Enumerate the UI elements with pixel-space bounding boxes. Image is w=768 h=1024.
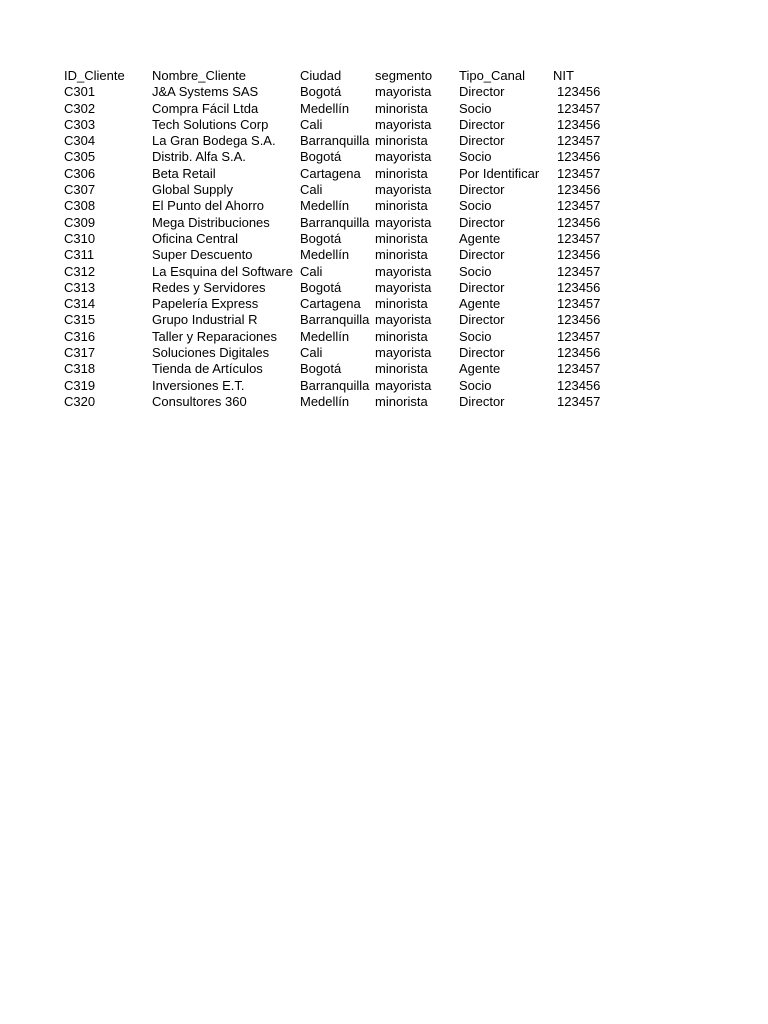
cell-nit: 123457 <box>557 296 601 312</box>
table-body <box>64 84 617 410</box>
cell-segmento: minorista <box>375 165 428 181</box>
cell-tipo-canal: Director <box>459 116 505 132</box>
cell-tipo-canal: Socio <box>459 198 492 214</box>
cell-nombre-cliente: Grupo Industrial R <box>152 312 258 328</box>
cell-nombre-cliente: Soluciones Digitales <box>152 345 270 361</box>
table-row <box>64 133 617 149</box>
cell-id-cliente: C304 <box>64 133 96 149</box>
cell-ciudad: Bogotá <box>300 279 342 295</box>
cell-ciudad: Medellín <box>300 328 350 344</box>
cell-nit: 123456 <box>557 312 601 328</box>
cell-ciudad: Cali <box>300 182 323 198</box>
cell-nombre-cliente: Beta Retail <box>152 165 216 181</box>
cell-id-cliente: C308 <box>64 198 96 214</box>
cell-id-cliente: C317 <box>64 345 96 361</box>
cell-nombre-cliente: Compra Fácil Ltda <box>152 100 259 116</box>
cell-nit: 123457 <box>557 198 601 214</box>
header-ciudad: Ciudad <box>300 68 342 83</box>
cell-ciudad: Cartagena <box>300 165 361 181</box>
table-row <box>64 166 617 182</box>
cell-id-cliente: C310 <box>64 230 96 246</box>
table-row <box>64 117 617 133</box>
cell-tipo-canal: Socio <box>459 328 492 344</box>
cell-nombre-cliente: Inversiones E.T. <box>152 377 245 393</box>
cell-id-cliente: C309 <box>64 214 96 230</box>
cell-nombre-cliente: Consultores 360 <box>152 393 247 409</box>
cell-id-cliente: C320 <box>64 393 96 409</box>
header-nombre-cliente: Nombre_Cliente <box>152 68 246 83</box>
cell-tipo-canal: Agente <box>459 230 501 246</box>
table-row <box>64 149 617 165</box>
cell-ciudad: Cali <box>300 116 323 132</box>
table-row <box>64 264 617 280</box>
cell-nombre-cliente: Taller y Reparaciones <box>152 328 278 344</box>
cell-nit: 123456 <box>557 149 601 165</box>
cell-id-cliente: C319 <box>64 377 96 393</box>
cell-nit: 123456 <box>557 247 601 263</box>
header-id-cliente: ID_Cliente <box>64 68 125 83</box>
table-row <box>64 329 617 345</box>
cell-segmento: minorista <box>375 361 428 377</box>
cell-id-cliente: C307 <box>64 182 96 198</box>
cell-ciudad: Medellín <box>300 393 350 409</box>
cell-nit: 123456 <box>557 84 601 100</box>
table-header <box>64 68 617 84</box>
cell-segmento: mayorista <box>375 182 432 198</box>
table-row <box>64 101 617 117</box>
cell-id-cliente: C312 <box>64 263 96 279</box>
cell-nombre-cliente: La Gran Bodega S.A. <box>152 133 276 149</box>
cell-nit: 123457 <box>557 230 601 246</box>
cell-tipo-canal: Director <box>459 345 505 361</box>
cell-tipo-canal: Director <box>459 279 505 295</box>
cell-ciudad: Bogotá <box>300 84 342 100</box>
cell-id-cliente: C301 <box>64 84 96 100</box>
cell-nombre-cliente: Global Supply <box>152 182 233 198</box>
header-segmento: segmento <box>375 68 433 83</box>
cell-nit: 123457 <box>557 100 601 116</box>
cell-segmento: minorista <box>375 393 428 409</box>
table-row <box>64 182 617 198</box>
cell-segmento: minorista <box>375 296 428 312</box>
cell-nombre-cliente: El Punto del Ahorro <box>152 198 265 214</box>
table-row <box>64 84 617 100</box>
cell-nombre-cliente: J&A Systems SAS <box>152 84 259 100</box>
table-row <box>64 280 617 296</box>
cell-nit: 123456 <box>557 214 601 230</box>
cell-ciudad: Cali <box>300 263 323 279</box>
header-row <box>64 68 617 84</box>
cell-tipo-canal: Agente <box>459 361 501 377</box>
cell-tipo-canal: Socio <box>459 149 492 165</box>
cell-nit: 123457 <box>557 133 601 149</box>
header-nit: NIT <box>553 68 574 83</box>
cell-ciudad: Medellín <box>300 247 350 263</box>
cell-nit: 123457 <box>557 361 601 377</box>
cell-nit: 123457 <box>557 263 601 279</box>
cell-segmento: mayorista <box>375 149 432 165</box>
cell-segmento: minorista <box>375 198 428 214</box>
cell-segmento: mayorista <box>375 214 432 230</box>
cell-ciudad: Bogotá <box>300 361 342 377</box>
cell-ciudad: Bogotá <box>300 230 342 246</box>
cell-tipo-canal: Por Identificar <box>459 165 540 181</box>
table-row <box>64 247 617 263</box>
cell-id-cliente: C318 <box>64 361 96 377</box>
cell-ciudad: Bogotá <box>300 149 342 165</box>
cell-id-cliente: C311 <box>64 247 95 263</box>
cell-ciudad: Medellín <box>300 100 350 116</box>
cell-nit: 123457 <box>557 165 601 181</box>
cell-ciudad: Barranquilla <box>300 312 370 328</box>
cell-id-cliente: C316 <box>64 328 96 344</box>
cell-segmento: mayorista <box>375 263 432 279</box>
clients-table <box>64 68 617 410</box>
table-row <box>64 231 617 247</box>
cell-nombre-cliente: Super Descuento <box>152 247 253 263</box>
cell-tipo-canal: Director <box>459 312 505 328</box>
cell-ciudad: Cali <box>300 345 323 361</box>
cell-segmento: mayorista <box>375 84 432 100</box>
cell-id-cliente: C305 <box>64 149 96 165</box>
cell-tipo-canal: Director <box>459 182 505 198</box>
cell-ciudad: Barranquilla <box>300 133 370 149</box>
cell-id-cliente: C313 <box>64 279 96 295</box>
cell-nit: 123456 <box>557 116 601 132</box>
table-row <box>64 345 617 361</box>
header-tipo-canal: Tipo_Canal <box>459 68 526 83</box>
cell-nombre-cliente: Papelería Express <box>152 296 259 312</box>
cell-ciudad: Barranquilla <box>300 377 370 393</box>
cell-nit: 123457 <box>557 328 601 344</box>
cell-nit: 123456 <box>557 279 601 295</box>
table-row <box>64 198 617 214</box>
cell-segmento: mayorista <box>375 345 432 361</box>
table-row <box>64 215 617 231</box>
table-row <box>64 296 617 312</box>
table-row <box>64 312 617 328</box>
cell-segmento: minorista <box>375 328 428 344</box>
cell-id-cliente: C306 <box>64 165 96 181</box>
cell-segmento: minorista <box>375 247 428 263</box>
cell-segmento: minorista <box>375 133 428 149</box>
cell-tipo-canal: Director <box>459 393 505 409</box>
cell-nit: 123456 <box>557 182 601 198</box>
cell-nombre-cliente: Tienda de Artículos <box>152 361 263 377</box>
spreadsheet-sheet <box>64 68 617 410</box>
cell-nombre-cliente: La Esquina del Software <box>152 263 293 279</box>
cell-segmento: mayorista <box>375 312 432 328</box>
cell-nombre-cliente: Mega Distribuciones <box>152 214 270 230</box>
cell-ciudad: Cartagena <box>300 296 361 312</box>
cell-tipo-canal: Director <box>459 247 505 263</box>
cell-ciudad: Medellín <box>300 198 350 214</box>
cell-nit: 123456 <box>557 345 601 361</box>
table-row <box>64 378 617 394</box>
table-row <box>64 394 617 410</box>
cell-tipo-canal: Socio <box>459 100 492 116</box>
cell-nit: 123457 <box>557 393 601 409</box>
cell-nombre-cliente: Redes y Servidores <box>152 279 266 295</box>
cell-nombre-cliente: Oficina Central <box>152 230 238 246</box>
cell-segmento: minorista <box>375 100 428 116</box>
cell-tipo-canal: Socio <box>459 263 492 279</box>
cell-id-cliente: C302 <box>64 100 96 116</box>
cell-id-cliente: C314 <box>64 296 96 312</box>
cell-segmento: minorista <box>375 230 428 246</box>
table-row <box>64 361 617 377</box>
cell-id-cliente: C315 <box>64 312 96 328</box>
cell-segmento: mayorista <box>375 377 432 393</box>
cell-tipo-canal: Director <box>459 214 505 230</box>
cell-segmento: mayorista <box>375 279 432 295</box>
cell-tipo-canal: Director <box>459 84 505 100</box>
cell-tipo-canal: Agente <box>459 296 501 312</box>
cell-ciudad: Barranquilla <box>300 214 370 230</box>
cell-tipo-canal: Socio <box>459 377 492 393</box>
cell-nombre-cliente: Tech Solutions Corp <box>152 116 269 132</box>
cell-nombre-cliente: Distrib. Alfa S.A. <box>152 149 246 165</box>
cell-id-cliente: C303 <box>64 116 96 132</box>
cell-segmento: mayorista <box>375 116 432 132</box>
cell-nit: 123456 <box>557 377 601 393</box>
cell-tipo-canal: Director <box>459 133 505 149</box>
